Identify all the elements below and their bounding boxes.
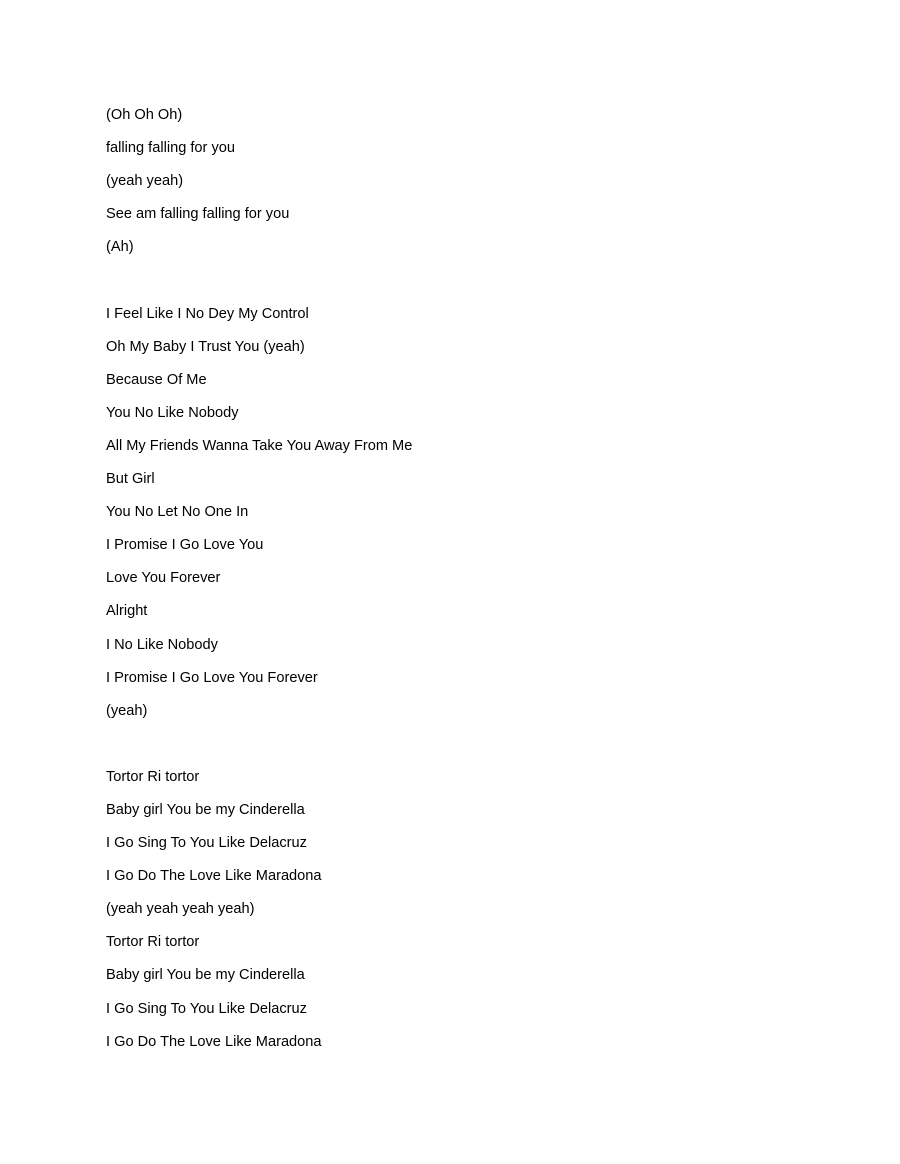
lyric-line: Tortor Ri tortor [106, 934, 200, 951]
lyric-line: (Ah) [106, 239, 134, 256]
lyric-line: But Girl [106, 471, 155, 488]
lyric-line: (Oh Oh Oh) [106, 107, 183, 123]
lyric-line: I Go Do The Love Like Maradona [106, 868, 322, 885]
lyric-line: Baby girl You be my Cinderella [106, 801, 305, 818]
lyric-line: I Go Sing To You Like Delacruz [106, 835, 307, 852]
lyric-line: Alright [106, 603, 148, 620]
lyric-line: (yeah yeah) [106, 173, 184, 190]
lyrics-text [106, 104, 412, 1064]
lyric-line: falling falling for you [106, 140, 235, 157]
lyric-line: You No Let No One In [106, 504, 249, 521]
lyric-line: Baby girl You be my Cinderella [106, 967, 305, 984]
lyric-line: I Go Do The Love Like Maradona [106, 1033, 322, 1050]
lyric-line: Love You Forever [106, 570, 221, 587]
lyric-line: You No Like Nobody [106, 404, 239, 421]
lyric-line: (yeah yeah yeah yeah) [106, 901, 255, 918]
lyric-line: Because Of Me [106, 371, 207, 388]
lyric-line: I No Like Nobody [106, 636, 218, 653]
lyric-line: Oh My Baby I Trust You (yeah) [106, 338, 305, 355]
lyric-line: I Feel Like I No Dey My Control [106, 305, 309, 322]
lyric-line: I Promise I Go Love You [106, 537, 264, 554]
stanza-break [106, 733, 412, 766]
lyric-line: See am falling falling for you [106, 206, 290, 223]
lyric-line: All My Friends Wanna Take You Away From Me [106, 437, 413, 454]
lyric-line: (yeah) [106, 702, 148, 719]
lyric-line: I Promise I Go Love You Forever [106, 669, 318, 686]
lyric-line: I Go Sing To You Like Delacruz [106, 1000, 307, 1017]
lyric-line: Tortor Ri tortor [106, 768, 200, 785]
stanza-break [106, 269, 412, 302]
